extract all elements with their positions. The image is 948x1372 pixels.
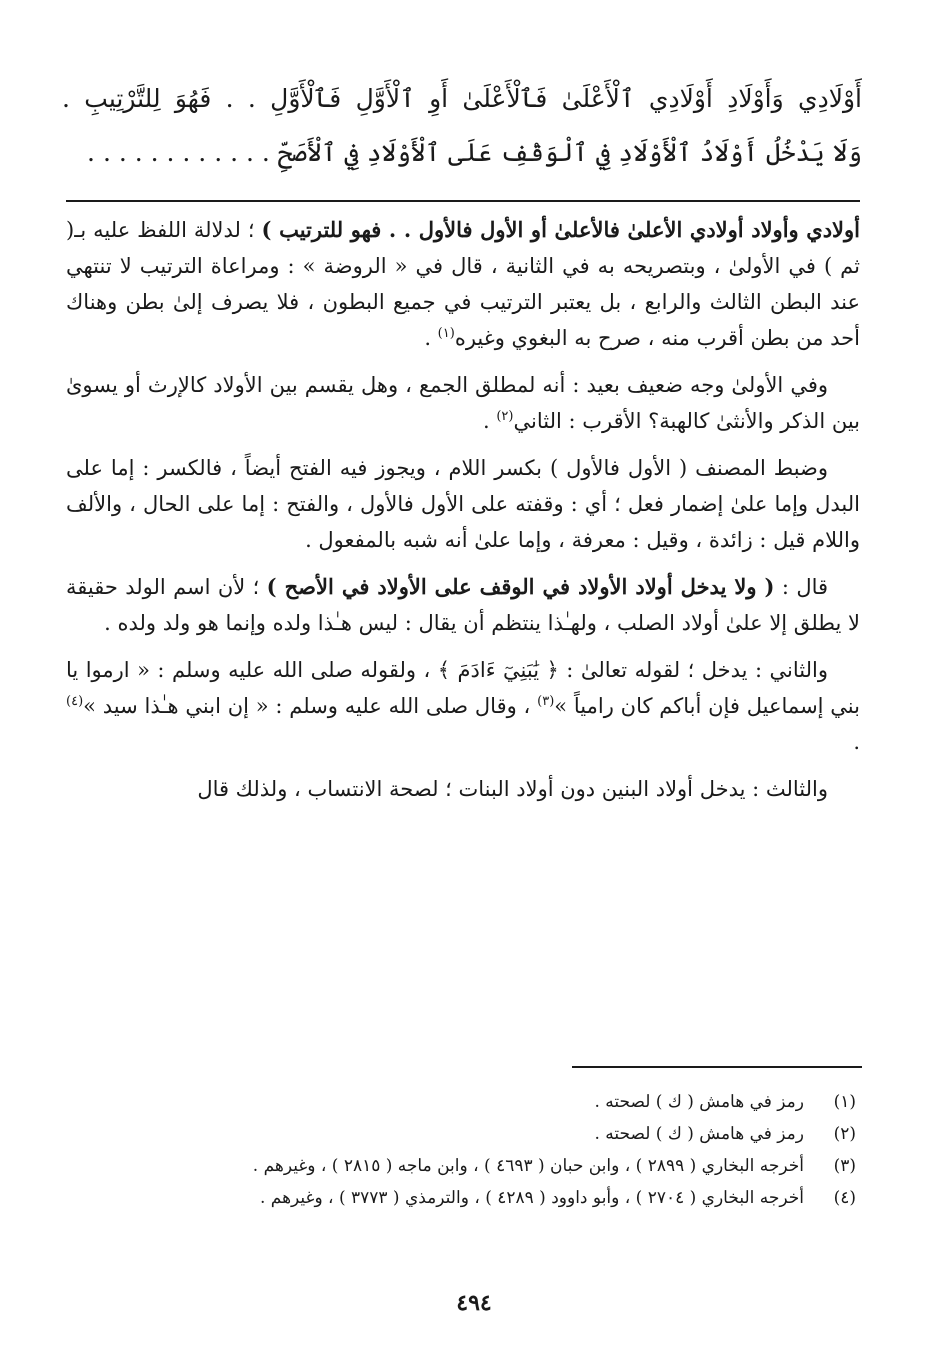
matn-separator-rule [66, 200, 860, 202]
paragraph-text: ؛ لأن اسم الولد حقيقة لا يطلق إلا علىٰ أولاد الصلب ، ولهـٰذا ينتظم أن يقال : ليس هـٰذا ولده وإنما هو ولد ولده . [66, 575, 860, 635]
footnote-ref-2[interactable]: (٢) [496, 409, 514, 424]
footnotes [66, 1086, 856, 1214]
footnote-item [66, 1118, 856, 1150]
matn-text [62, 72, 862, 180]
commentary-paragraph-3: وضبط المصنف ( الأول فالأول ) بكسر اللام ، ويجوز فيه الفتح أيضاً ، فالكسر : إما على البدل وإما علىٰ إضمار فعل ؛ أي : وقفته على الأول فالأول ، والفتح : إما على الحال ، والألف واللام قيل : زائدة ، وقيل : معرفة ، وإما علىٰ أنه شبه بالمفعول . [66, 456, 860, 552]
footnote-text: أخرجه البخاري ( ٢٨٩٩ ) ، وابن حبان ( ٤٦٩٣ ) ، وابن ماجه ( ٢٨١٥ ) ، وغيرهم . [252, 1156, 804, 1176]
footnote-item [66, 1182, 856, 1214]
footnote-number: (٣) [833, 1156, 856, 1176]
footnote-number: (١) [833, 1092, 856, 1112]
footnote-ref-4[interactable]: (٤) [66, 694, 84, 709]
footnote-separator-rule [572, 1066, 862, 1068]
paragraph-prefix: قال : [774, 575, 829, 599]
footnote-text: رمز في هامش ( ك ) لصحته . [594, 1092, 804, 1112]
commentary-paragraph-4 [66, 569, 860, 641]
footnote-number: (٢) [833, 1124, 856, 1144]
page-number: ٤٩٤ [456, 1290, 492, 1316]
matn-line-2: وَلَا يَدْخُلُ أَوْلَادُ ٱلْأَوْلَادِ فِي ٱلْوَقْفِ عَلَى ٱلْأَوْلَادِ فِي ٱلْأَصَحِّ . . . . . . . . . . . . [87, 138, 862, 167]
footnote-item [66, 1150, 856, 1182]
paragraph-text: ؛ لدلالة اللفظ عليه بـ( ثم ) في الأولىٰ ، وبتصريحه به في الثانية ، قال في « الروضة » : ومراعاة الترتيب لا تنتهي عند البطن الثالث والرابع ، بل يعتبر الترتيب في جميع البطون ، فلا يصرف إلىٰ بطن وهناك أحد من بطن أقرب منه ، صرح به البغوي وغيره [66, 218, 860, 350]
paragraph-end: . [482, 409, 497, 433]
footnote-ref-1[interactable]: (١) [437, 326, 455, 341]
footnote-item [66, 1086, 856, 1118]
quoted-matn: أولادي وأولاد أولادي الأعلىٰ فالأعلىٰ أو الأول فالأول . . فهو للترتيب ) [261, 217, 860, 242]
commentary-paragraph-2 [66, 367, 860, 439]
paragraph-text: وفي الأولىٰ وجه ضعيف بعيد : أنه لمطلق الجمع ، وهل يقسم بين الأولاد كالإرث أو يسوىٰ بين الذكر والأنثىٰ كالهبة؟ الأقرب : الثاني [66, 373, 860, 433]
matn-line-1: أَوْلَادِي وَأَوْلَادِ أَوْلَادِي ٱلْأَعْلَىٰ فَٱلْأَعْلَىٰ أَوِ ٱلْأَوَّلِ فَٱلْأَوَّلِ . . فَهُوَ لِلتَّرْتِيبِ . [62, 84, 862, 113]
paragraph-text: والثاني : يدخل ؛ لقوله تعالىٰ : ﴿ يَٰبَنِيٓ ءَادَمَ ﴾ ، ولقوله صلى الله عليه وسلم : « ارموا يا بني إسماعيل فإن أباكم كان رامياً » [66, 658, 860, 718]
commentary-paragraph-1 [66, 212, 860, 356]
commentary-paragraph-6: والثالث : يدخل أولاد البنين دون أولاد البنات ؛ لصحة الانتساب ، ولذلك قال [197, 777, 828, 801]
footnote-text: أخرجه البخاري ( ٢٧٠٤ ) ، وأبو داوود ( ٤٢٨٩ ) ، والترمذي ( ٣٧٧٣ ) ، وغيرهم . [259, 1188, 804, 1208]
commentary-paragraph-5 [66, 652, 860, 760]
footnote-number: (٤) [833, 1188, 856, 1208]
footnote-ref-3[interactable]: (٣) [537, 694, 555, 709]
quoted-matn: ( ولا يدخل أولاد الأولاد في الوقف على الأولاد في الأصح ) [266, 574, 775, 599]
commentary-text [66, 212, 860, 818]
paragraph-end: . [424, 326, 438, 350]
paragraph-text: ، وقال صلى الله عليه وسلم : « إن ابني هـٰذا سيد » [83, 694, 538, 718]
footnote-text: رمز في هامش ( ك ) لصحته . [594, 1124, 804, 1144]
paragraph-end: . [853, 730, 860, 754]
